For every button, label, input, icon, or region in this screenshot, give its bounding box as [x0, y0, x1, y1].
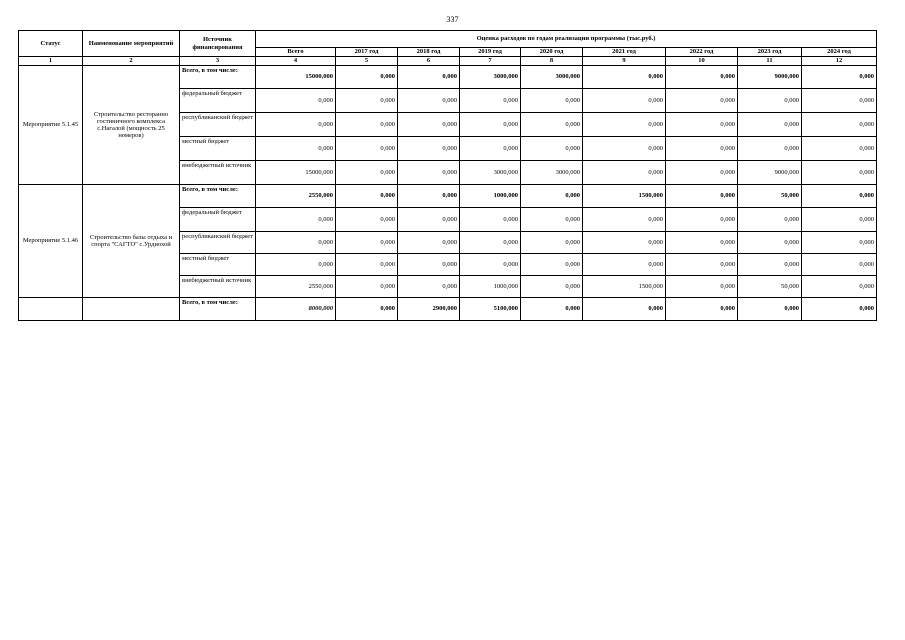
amount-cell: 0,000	[666, 208, 738, 232]
column-number: 10	[666, 57, 738, 66]
budget-table	[18, 30, 877, 321]
amount-cell: 0,000	[336, 276, 398, 298]
amount-cell: 0,000	[256, 113, 336, 137]
amount-cell: 0,000	[256, 208, 336, 232]
amount-cell: 0,000	[256, 89, 336, 113]
amount-cell: 0,000	[256, 137, 336, 161]
amount-cell: 15000,000	[256, 66, 336, 89]
amount-cell: 0,000	[336, 161, 398, 185]
header-year: 2022 год	[666, 48, 738, 57]
table-row	[19, 298, 877, 321]
amount-cell: 0,000	[583, 208, 666, 232]
amount-cell: 0,000	[336, 66, 398, 89]
amount-cell: 1500,000	[583, 185, 666, 208]
amount-cell: 0,000	[336, 208, 398, 232]
amount-cell: 0,000	[666, 89, 738, 113]
amount-cell: 0,000	[256, 232, 336, 254]
amount-cell: 0,000	[336, 185, 398, 208]
amount-cell: 0,000	[460, 208, 521, 232]
amount-cell: 0,000	[738, 89, 802, 113]
amount-cell: 0,000	[398, 66, 460, 89]
amount-cell: 0,000	[521, 208, 583, 232]
amount-cell: 3000,000	[521, 161, 583, 185]
status-cell: Мероприятие 5.1.45	[19, 66, 83, 185]
amount-cell: 0,000	[460, 232, 521, 254]
header-year: 2018 год	[398, 48, 460, 57]
amount-cell: 0,000	[398, 113, 460, 137]
amount-cell: 0,000	[666, 254, 738, 276]
funding-source-cell: федеральный бюджет	[180, 208, 256, 232]
amount-cell: 0,000	[521, 137, 583, 161]
amount-cell: 0,000	[398, 161, 460, 185]
amount-cell: 0,000	[398, 185, 460, 208]
status-cell	[19, 298, 83, 321]
amount-cell: 0,000	[802, 232, 877, 254]
amount-cell: 0,000	[460, 137, 521, 161]
table-row	[19, 66, 877, 89]
amount-cell: 1000,000	[460, 276, 521, 298]
column-number: 4	[256, 57, 336, 66]
amount-cell: 0,000	[666, 161, 738, 185]
amount-cell: 0,000	[583, 66, 666, 89]
header-source: Источник финансирования	[180, 31, 256, 57]
column-number: 12	[802, 57, 877, 66]
amount-cell: 0,000	[802, 276, 877, 298]
amount-cell: 0,000	[583, 137, 666, 161]
amount-cell: 3000,000	[460, 66, 521, 89]
funding-source-cell: внебюджетный источник	[180, 276, 256, 298]
amount-cell: 0,000	[521, 113, 583, 137]
column-number: 7	[460, 57, 521, 66]
measure-name-cell: Строительство базы отдыха и спорта "САГТО" с.Урдиохой	[83, 185, 180, 298]
amount-cell: 9000,000	[738, 66, 802, 89]
column-number: 1	[19, 57, 83, 66]
amount-cell: 0,000	[398, 276, 460, 298]
header-year: Всего	[256, 48, 336, 57]
header-year: 2019 год	[460, 48, 521, 57]
amount-cell: 0,000	[802, 137, 877, 161]
measure-name-cell	[83, 298, 180, 321]
funding-source-cell: местный бюджет	[180, 137, 256, 161]
amount-cell: 0,000	[583, 298, 666, 321]
amount-cell: 0,000	[460, 113, 521, 137]
amount-cell: 3000,000	[460, 161, 521, 185]
amount-cell: 0,000	[738, 208, 802, 232]
amount-cell: 0,000	[336, 137, 398, 161]
amount-cell: 0,000	[583, 113, 666, 137]
amount-cell: 0,000	[398, 254, 460, 276]
amount-cell: 0,000	[666, 298, 738, 321]
funding-source-cell: федеральный бюджет	[180, 89, 256, 113]
amount-cell: 0,000	[738, 113, 802, 137]
amount-cell: 0,000	[738, 137, 802, 161]
amount-cell: 0,000	[460, 254, 521, 276]
amount-cell: 0,000	[460, 89, 521, 113]
header-year: 2024 год	[802, 48, 877, 57]
column-number: 9	[583, 57, 666, 66]
amount-cell: 0,000	[802, 89, 877, 113]
amount-cell: 9000,000	[738, 161, 802, 185]
amount-cell: 50,000	[738, 185, 802, 208]
amount-cell: 0,000	[521, 185, 583, 208]
header-estimate: Оценка расходов по годам реализации программы (тыс.руб.)	[256, 31, 877, 48]
amount-cell: 0,000	[583, 89, 666, 113]
amount-cell: 0,000	[666, 66, 738, 89]
amount-cell: 2550,000	[256, 276, 336, 298]
funding-source-cell: местный бюджет	[180, 254, 256, 276]
amount-cell: 1500,000	[583, 276, 666, 298]
header-year: 2020 год	[521, 48, 583, 57]
page-number: 337	[446, 15, 459, 24]
amount-cell: 0,000	[583, 232, 666, 254]
amount-cell: 5100,000	[460, 298, 521, 321]
amount-cell: 0,000	[398, 137, 460, 161]
header-year: 2017 год	[336, 48, 398, 57]
column-number: 5	[336, 57, 398, 66]
amount-cell: 0,000	[802, 254, 877, 276]
funding-source-cell: Всего, в том числе:	[180, 298, 256, 321]
amount-cell: 0,000	[336, 298, 398, 321]
amount-cell: 0,000	[802, 298, 877, 321]
amount-cell: 2550,000	[256, 185, 336, 208]
amount-cell: 0,000	[521, 89, 583, 113]
table-row	[19, 185, 877, 208]
amount-cell: 0,000	[666, 232, 738, 254]
column-number: 11	[738, 57, 802, 66]
amount-cell: 0,000	[802, 66, 877, 89]
amount-cell: 0,000	[336, 232, 398, 254]
amount-cell: 2900,000	[398, 298, 460, 321]
column-number: 3	[180, 57, 256, 66]
amount-cell: 0,000	[802, 161, 877, 185]
amount-cell: 3000,000	[521, 66, 583, 89]
funding-source-cell: республиканский бюджет	[180, 113, 256, 137]
amount-cell: 0,000	[336, 254, 398, 276]
amount-cell: 0,000	[738, 232, 802, 254]
header-name: Наименование мероприятий	[83, 31, 180, 57]
amount-cell: 0,000	[666, 185, 738, 208]
header-year: 2021 год	[583, 48, 666, 57]
amount-cell: 0,000	[583, 161, 666, 185]
amount-cell: 0,000	[521, 254, 583, 276]
amount-cell: 15000,000	[256, 161, 336, 185]
amount-cell: 0,000	[666, 137, 738, 161]
header-year: 2023 год	[738, 48, 802, 57]
amount-cell: 0,000	[336, 89, 398, 113]
column-number: 8	[521, 57, 583, 66]
amount-cell: 0,000	[256, 254, 336, 276]
amount-cell: 50,000	[738, 276, 802, 298]
amount-cell: 0,000	[336, 113, 398, 137]
amount-cell: 0,000	[521, 232, 583, 254]
amount-cell: 0,000	[521, 298, 583, 321]
amount-cell: 0,000	[738, 254, 802, 276]
amount-cell: 0,000	[398, 208, 460, 232]
funding-source-cell: Всего, в том числе:	[180, 185, 256, 208]
amount-cell: 1000,000	[460, 185, 521, 208]
amount-cell: 0,000	[802, 208, 877, 232]
funding-source-cell: внебюджетный источник	[180, 161, 256, 185]
amount-cell: 0,000	[738, 298, 802, 321]
amount-cell: 0,000	[666, 276, 738, 298]
measure-name-cell: Строительство ресторанно гостиничного комплекса с.Нагалой (мощность 25 номеров)	[83, 66, 180, 185]
column-number: 2	[83, 57, 180, 66]
header-status: Статус	[19, 31, 83, 57]
amount-cell: 0,000	[666, 113, 738, 137]
amount-cell: 0,000	[398, 89, 460, 113]
column-number: 6	[398, 57, 460, 66]
amount-cell: 0,000	[583, 254, 666, 276]
amount-cell: 0,000	[802, 185, 877, 208]
funding-source-cell: Всего, в том числе:	[180, 66, 256, 89]
amount-cell: 0,000	[802, 113, 877, 137]
amount-cell: 0,000	[398, 232, 460, 254]
amount-cell: 8000,000	[256, 298, 336, 321]
status-cell: Мероприятие 5.1.46	[19, 185, 83, 298]
amount-cell: 0,000	[521, 276, 583, 298]
funding-source-cell: республиканский бюджет	[180, 232, 256, 254]
